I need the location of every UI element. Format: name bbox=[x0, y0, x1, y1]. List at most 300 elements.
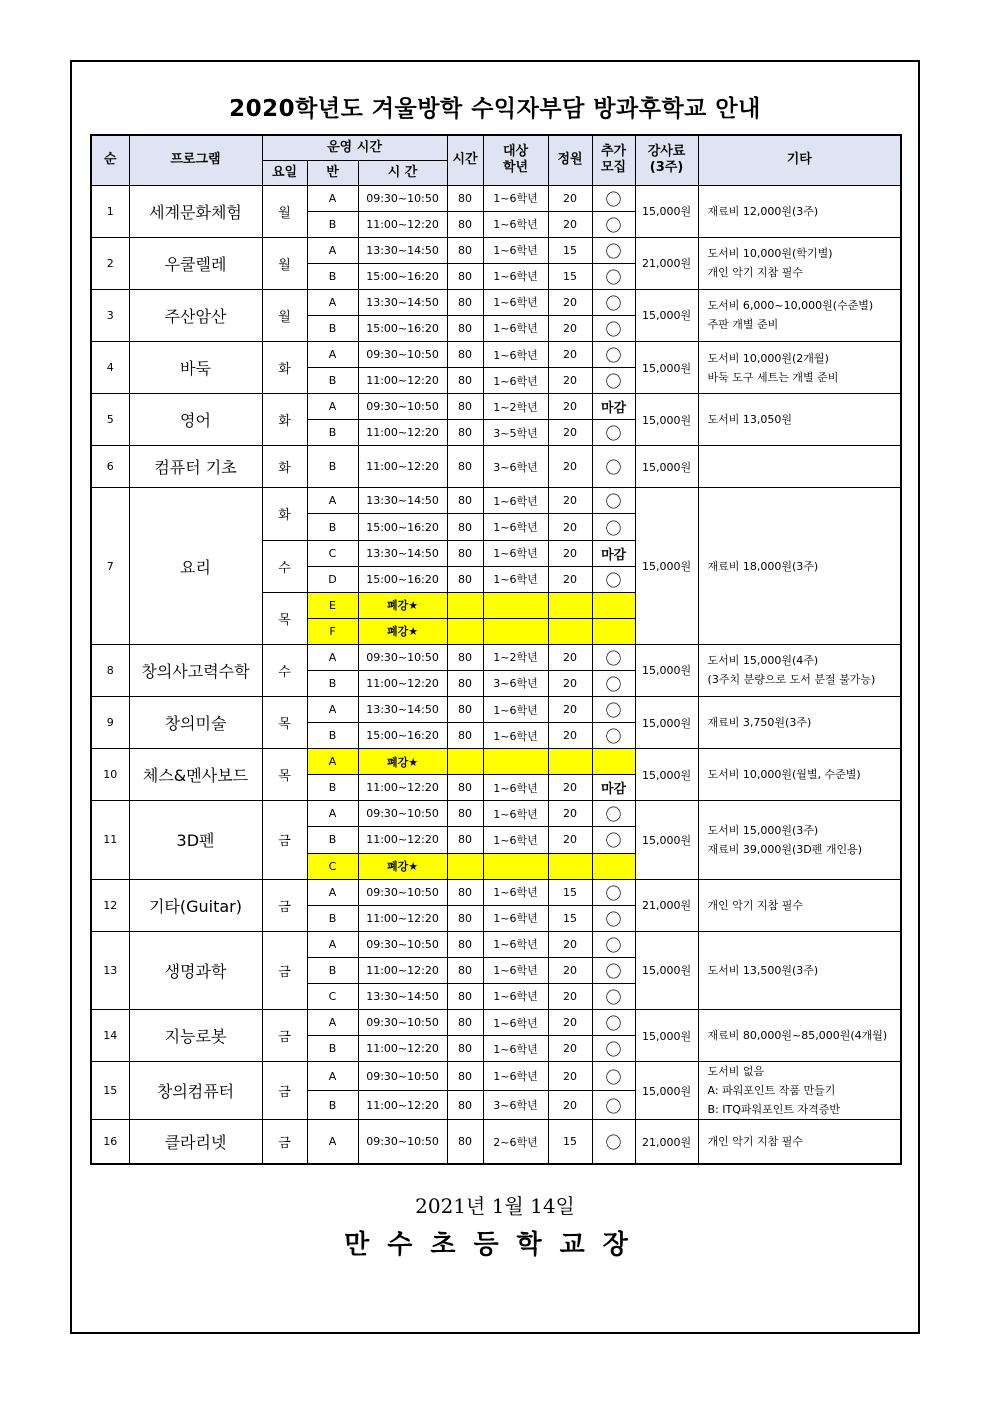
capacity: 20 bbox=[548, 488, 592, 514]
day-of-week: 목 bbox=[262, 592, 307, 644]
table-row bbox=[91, 749, 901, 775]
program-note: 재료비 3,750원(3주) bbox=[698, 697, 901, 749]
class-minutes: 80 bbox=[447, 1062, 483, 1091]
capacity: 20 bbox=[548, 775, 592, 801]
target-grade: 1~6학년 bbox=[483, 540, 548, 566]
day-of-week: 월 bbox=[262, 185, 307, 237]
program-number: 5 bbox=[91, 394, 129, 446]
capacity: 20 bbox=[548, 185, 592, 211]
day-of-week: 화 bbox=[262, 446, 307, 488]
program-number: 10 bbox=[91, 749, 129, 801]
capacity: 20 bbox=[548, 514, 592, 540]
class-minutes: 80 bbox=[447, 289, 483, 315]
extra-recruit-status: 〇 bbox=[592, 931, 635, 957]
program-note: 도서비 없음 A: 파워포인트 작품 만들기 B: ITQ파워포인트 자격증반 bbox=[698, 1062, 901, 1120]
class-label: A bbox=[307, 1062, 358, 1091]
class-time: 09:30~10:50 bbox=[358, 394, 447, 420]
program-note: 도서비 10,000원(월별, 수준별) bbox=[698, 749, 901, 801]
class-time: 13:30~14:50 bbox=[358, 488, 447, 514]
extra-recruit-status: 〇 bbox=[592, 1120, 635, 1164]
class-time: 09:30~10:50 bbox=[358, 879, 447, 905]
capacity: 20 bbox=[548, 723, 592, 749]
capacity: 20 bbox=[548, 341, 592, 367]
principal-signature: 만수초등학교장 bbox=[344, 1230, 646, 1260]
class-minutes: 80 bbox=[447, 879, 483, 905]
class-time: 09:30~10:50 bbox=[358, 931, 447, 957]
target-grade: 1~6학년 bbox=[483, 879, 548, 905]
table-header bbox=[91, 135, 901, 185]
header-minutes: 시간 bbox=[447, 135, 483, 185]
class-minutes: 80 bbox=[447, 237, 483, 263]
class-minutes bbox=[447, 749, 483, 775]
extra-recruit-status: 〇 bbox=[592, 315, 635, 341]
extra-recruit-status: 〇 bbox=[592, 488, 635, 514]
program-number: 15 bbox=[91, 1062, 129, 1120]
capacity: 20 bbox=[548, 801, 592, 827]
class-time: 11:00~12:20 bbox=[358, 446, 447, 488]
table-row bbox=[91, 644, 901, 670]
program-name: 요리 bbox=[129, 488, 262, 644]
class-label: B bbox=[307, 1091, 358, 1120]
target-grade: 1~6학년 bbox=[483, 1036, 548, 1062]
instructor-fee: 15,000원 bbox=[635, 341, 698, 393]
class-time: 13:30~14:50 bbox=[358, 540, 447, 566]
class-label: B bbox=[307, 723, 358, 749]
class-minutes: 80 bbox=[447, 1120, 483, 1164]
capacity: 20 bbox=[548, 1036, 592, 1062]
capacity bbox=[548, 853, 592, 879]
program-number: 7 bbox=[91, 488, 129, 644]
day-of-week: 금 bbox=[262, 879, 307, 931]
day-of-week: 월 bbox=[262, 289, 307, 341]
program-name: 바둑 bbox=[129, 341, 262, 393]
class-time: 11:00~12:20 bbox=[358, 670, 447, 696]
program-name: 영어 bbox=[129, 394, 262, 446]
header-note: 기타 bbox=[698, 135, 901, 185]
target-grade: 1~6학년 bbox=[483, 1009, 548, 1035]
extra-recruit-status: 〇 bbox=[592, 263, 635, 289]
program-name: 주산암산 bbox=[129, 289, 262, 341]
capacity: 20 bbox=[548, 931, 592, 957]
instructor-fee: 15,000원 bbox=[635, 931, 698, 1009]
program-number: 12 bbox=[91, 879, 129, 931]
class-time: 11:00~12:20 bbox=[358, 905, 447, 931]
class-minutes: 80 bbox=[447, 263, 483, 289]
class-minutes: 80 bbox=[447, 185, 483, 211]
program-name: 컴퓨터 기초 bbox=[129, 446, 262, 488]
class-minutes: 80 bbox=[447, 514, 483, 540]
class-minutes bbox=[447, 592, 483, 618]
program-name: 기타(Guitar) bbox=[129, 879, 262, 931]
table-row bbox=[91, 394, 901, 420]
class-label: A bbox=[307, 931, 358, 957]
instructor-fee: 15,000원 bbox=[635, 488, 698, 644]
capacity: 20 bbox=[548, 420, 592, 446]
target-grade: 1~6학년 bbox=[483, 488, 548, 514]
extra-recruit-status: 〇 bbox=[592, 957, 635, 983]
program-number: 16 bbox=[91, 1120, 129, 1164]
target-grade: 1~6학년 bbox=[483, 801, 548, 827]
class-label: B bbox=[307, 315, 358, 341]
program-note: 도서비 10,000원(학기별) 개인 악기 지참 필수 bbox=[698, 237, 901, 289]
class-minutes: 80 bbox=[447, 905, 483, 931]
target-grade: 1~6학년 bbox=[483, 931, 548, 957]
program-number: 6 bbox=[91, 446, 129, 488]
class-time: 11:00~12:20 bbox=[358, 957, 447, 983]
class-minutes: 80 bbox=[447, 957, 483, 983]
extra-recruit-status: 〇 bbox=[592, 368, 635, 394]
capacity: 20 bbox=[548, 540, 592, 566]
day-of-week: 금 bbox=[262, 1062, 307, 1120]
program-note: 도서비 6,000~10,000원(수준별) 주판 개별 준비 bbox=[698, 289, 901, 341]
extra-recruit-status: 〇 bbox=[592, 879, 635, 905]
target-grade: 1~6학년 bbox=[483, 775, 548, 801]
class-minutes: 80 bbox=[447, 341, 483, 367]
program-note bbox=[698, 446, 901, 488]
class-time: 09:30~10:50 bbox=[358, 185, 447, 211]
target-grade: 1~6학년 bbox=[483, 289, 548, 315]
capacity: 20 bbox=[548, 983, 592, 1009]
table-row bbox=[91, 488, 901, 514]
extra-recruit-status: 〇 bbox=[592, 420, 635, 446]
target-grade: 3~6학년 bbox=[483, 670, 548, 696]
table-row bbox=[91, 1062, 901, 1091]
target-grade: 1~6학년 bbox=[483, 983, 548, 1009]
class-label: F bbox=[307, 618, 358, 644]
target-grade bbox=[483, 749, 548, 775]
class-time: 09:30~10:50 bbox=[358, 1120, 447, 1164]
table-row bbox=[91, 341, 901, 367]
class-time: 11:00~12:20 bbox=[358, 827, 447, 853]
class-label: A bbox=[307, 801, 358, 827]
class-label: A bbox=[307, 394, 358, 420]
capacity: 15 bbox=[548, 237, 592, 263]
class-label: B bbox=[307, 446, 358, 488]
program-note: 개인 악기 지참 필수 bbox=[698, 879, 901, 931]
class-time: 09:30~10:50 bbox=[358, 1009, 447, 1035]
class-time: 15:00~16:20 bbox=[358, 723, 447, 749]
class-minutes: 80 bbox=[447, 1009, 483, 1035]
class-time: 13:30~14:50 bbox=[358, 983, 447, 1009]
day-of-week: 월 bbox=[262, 237, 307, 289]
program-number: 11 bbox=[91, 801, 129, 879]
class-minutes: 80 bbox=[447, 775, 483, 801]
header-day: 요일 bbox=[262, 160, 307, 185]
program-note: 재료비 80,000원~85,000원(4개월) bbox=[698, 1009, 901, 1061]
announcement-date: 2021년 1월 14일 bbox=[415, 1194, 575, 1218]
program-note: 도서비 13,050원 bbox=[698, 394, 901, 446]
table-row bbox=[91, 879, 901, 905]
program-name: 창의사고력수학 bbox=[129, 644, 262, 696]
class-label: D bbox=[307, 566, 358, 592]
day-of-week: 화 bbox=[262, 488, 307, 540]
class-time: 09:30~10:50 bbox=[358, 341, 447, 367]
capacity: 20 bbox=[548, 394, 592, 420]
document-title: 2020학년도 겨울방학 수익자부담 방과후학교 안내 bbox=[229, 96, 761, 122]
table-row bbox=[91, 446, 901, 488]
extra-recruit-status: 〇 bbox=[592, 185, 635, 211]
class-label: A bbox=[307, 1009, 358, 1035]
day-of-week: 목 bbox=[262, 749, 307, 801]
program-number: 2 bbox=[91, 237, 129, 289]
target-grade: 2~6학년 bbox=[483, 1120, 548, 1164]
extra-recruit-status: 〇 bbox=[592, 341, 635, 367]
target-grade: 1~6학년 bbox=[483, 368, 548, 394]
class-minutes: 80 bbox=[447, 368, 483, 394]
class-label: A bbox=[307, 237, 358, 263]
target-grade: 1~6학년 bbox=[483, 185, 548, 211]
instructor-fee: 15,000원 bbox=[635, 394, 698, 446]
extra-recruit-status: 〇 bbox=[592, 237, 635, 263]
extra-recruit-status: 〇 bbox=[592, 514, 635, 540]
instructor-fee: 15,000원 bbox=[635, 801, 698, 879]
class-label: A bbox=[307, 341, 358, 367]
class-time: 폐강★ bbox=[358, 749, 447, 775]
capacity: 15 bbox=[548, 263, 592, 289]
extra-recruit-status: 〇 bbox=[592, 1009, 635, 1035]
target-grade: 1~6학년 bbox=[483, 566, 548, 592]
instructor-fee: 15,000원 bbox=[635, 697, 698, 749]
class-label: A bbox=[307, 879, 358, 905]
day-of-week: 수 bbox=[262, 540, 307, 592]
extra-recruit-status: 〇 bbox=[592, 566, 635, 592]
header-no: 순 bbox=[91, 135, 129, 185]
capacity: 20 bbox=[548, 1009, 592, 1035]
class-time: 11:00~12:20 bbox=[358, 1036, 447, 1062]
capacity: 20 bbox=[548, 697, 592, 723]
header-extra-line2: 모집 bbox=[600, 160, 627, 176]
target-grade: 1~6학년 bbox=[483, 263, 548, 289]
header-target-line1: 대상 bbox=[502, 144, 529, 160]
extra-recruit-status: 〇 bbox=[592, 1062, 635, 1091]
class-minutes: 80 bbox=[447, 566, 483, 592]
program-name: 클라리넷 bbox=[129, 1120, 262, 1164]
header-time: 시 간 bbox=[358, 160, 447, 185]
class-time: 13:30~14:50 bbox=[358, 697, 447, 723]
program-number: 4 bbox=[91, 341, 129, 393]
header-target-line2: 학년 bbox=[502, 160, 529, 176]
table-row bbox=[91, 931, 901, 957]
target-grade: 3~6학년 bbox=[483, 446, 548, 488]
extra-recruit-status: 〇 bbox=[592, 983, 635, 1009]
extra-recruit-status: 〇 bbox=[592, 697, 635, 723]
program-number: 13 bbox=[91, 931, 129, 1009]
target-grade: 1~6학년 bbox=[483, 957, 548, 983]
class-minutes: 80 bbox=[447, 315, 483, 341]
instructor-fee: 15,000원 bbox=[635, 1062, 698, 1120]
class-minutes: 80 bbox=[447, 801, 483, 827]
extra-recruit-status: 〇 bbox=[592, 644, 635, 670]
instructor-fee: 15,000원 bbox=[635, 289, 698, 341]
capacity: 20 bbox=[548, 644, 592, 670]
program-name: 창의미술 bbox=[129, 697, 262, 749]
header-class: 반 bbox=[307, 160, 358, 185]
extra-recruit-status: 마감 bbox=[592, 394, 635, 420]
day-of-week: 금 bbox=[262, 801, 307, 879]
target-grade: 1~6학년 bbox=[483, 514, 548, 540]
table-row bbox=[91, 801, 901, 827]
class-time: 폐강★ bbox=[358, 592, 447, 618]
capacity: 20 bbox=[548, 957, 592, 983]
instructor-fee: 15,000원 bbox=[635, 446, 698, 488]
class-minutes: 80 bbox=[447, 540, 483, 566]
class-minutes: 80 bbox=[447, 420, 483, 446]
program-note: 도서비 10,000원(2개월) 바둑 도구 세트는 개별 준비 bbox=[698, 341, 901, 393]
capacity: 15 bbox=[548, 905, 592, 931]
class-label: B bbox=[307, 211, 358, 237]
class-time: 09:30~10:50 bbox=[358, 644, 447, 670]
program-name: 지능로봇 bbox=[129, 1009, 262, 1061]
extra-recruit-status: 〇 bbox=[592, 211, 635, 237]
program-number: 1 bbox=[91, 185, 129, 237]
class-label: B bbox=[307, 1036, 358, 1062]
table-row bbox=[91, 1009, 901, 1035]
class-label: A bbox=[307, 289, 358, 315]
day-of-week: 금 bbox=[262, 1009, 307, 1061]
capacity: 20 bbox=[548, 289, 592, 315]
header-extra-recruit bbox=[592, 135, 635, 185]
program-schedule-table bbox=[90, 134, 902, 1165]
extra-recruit-status: 〇 bbox=[592, 801, 635, 827]
capacity bbox=[548, 749, 592, 775]
instructor-fee: 21,000원 bbox=[635, 237, 698, 289]
target-grade: 3~6학년 bbox=[483, 1091, 548, 1120]
program-note: 재료비 18,000원(3주) bbox=[698, 488, 901, 644]
instructor-fee: 15,000원 bbox=[635, 749, 698, 801]
program-note: 개인 악기 지참 필수 bbox=[698, 1120, 901, 1164]
capacity: 20 bbox=[548, 827, 592, 853]
class-time: 폐강★ bbox=[358, 618, 447, 644]
class-label: C bbox=[307, 983, 358, 1009]
program-name: 생명과학 bbox=[129, 931, 262, 1009]
table-row bbox=[91, 237, 901, 263]
extra-recruit-status: 〇 bbox=[592, 905, 635, 931]
day-of-week: 수 bbox=[262, 644, 307, 696]
target-grade: 1~6학년 bbox=[483, 211, 548, 237]
program-number: 3 bbox=[91, 289, 129, 341]
extra-recruit-status: 〇 bbox=[592, 670, 635, 696]
class-label: E bbox=[307, 592, 358, 618]
class-label: B bbox=[307, 670, 358, 696]
program-note: 도서비 15,000원(3주) 재료비 39,000원(3D펜 개인용) bbox=[698, 801, 901, 879]
class-minutes: 80 bbox=[447, 827, 483, 853]
instructor-fee: 21,000원 bbox=[635, 879, 698, 931]
extra-recruit-status bbox=[592, 749, 635, 775]
capacity: 20 bbox=[548, 211, 592, 237]
target-grade: 1~2학년 bbox=[483, 644, 548, 670]
class-time: 13:30~14:50 bbox=[358, 289, 447, 315]
capacity: 20 bbox=[548, 1091, 592, 1120]
class-time: 11:00~12:20 bbox=[358, 1091, 447, 1120]
class-time: 09:30~10:50 bbox=[358, 1062, 447, 1091]
capacity: 15 bbox=[548, 879, 592, 905]
class-minutes: 80 bbox=[447, 1091, 483, 1120]
class-time: 13:30~14:50 bbox=[358, 237, 447, 263]
program-name: 세계문화체험 bbox=[129, 185, 262, 237]
program-note: 도서비 13,500원(3주) bbox=[698, 931, 901, 1009]
program-name: 우쿨렐레 bbox=[129, 237, 262, 289]
extra-recruit-status: 〇 bbox=[592, 827, 635, 853]
target-grade: 1~6학년 bbox=[483, 827, 548, 853]
target-grade: 1~6학년 bbox=[483, 315, 548, 341]
class-minutes bbox=[447, 853, 483, 879]
program-name: 3D펜 bbox=[129, 801, 262, 879]
class-minutes: 80 bbox=[447, 1036, 483, 1062]
target-grade: 3~5학년 bbox=[483, 420, 548, 446]
class-label: B bbox=[307, 263, 358, 289]
class-label: A bbox=[307, 1120, 358, 1164]
header-target-grade bbox=[483, 135, 548, 185]
table-row bbox=[91, 1120, 901, 1164]
day-of-week: 목 bbox=[262, 697, 307, 749]
program-number: 14 bbox=[91, 1009, 129, 1061]
instructor-fee: 15,000원 bbox=[635, 644, 698, 696]
extra-recruit-status: 〇 bbox=[592, 1091, 635, 1120]
capacity: 20 bbox=[548, 446, 592, 488]
day-of-week: 화 bbox=[262, 394, 307, 446]
table-row bbox=[91, 185, 901, 211]
class-time: 15:00~16:20 bbox=[358, 566, 447, 592]
class-label: A bbox=[307, 644, 358, 670]
extra-recruit-status bbox=[592, 853, 635, 879]
class-minutes: 80 bbox=[447, 394, 483, 420]
class-minutes: 80 bbox=[447, 697, 483, 723]
target-grade bbox=[483, 592, 548, 618]
header-operating-time: 운영 시간 bbox=[262, 135, 447, 160]
header-fee-line2: (3주) bbox=[649, 160, 684, 176]
class-time: 11:00~12:20 bbox=[358, 775, 447, 801]
target-grade: 1~6학년 bbox=[483, 1062, 548, 1091]
target-grade: 1~6학년 bbox=[483, 723, 548, 749]
capacity: 20 bbox=[548, 1062, 592, 1091]
capacity bbox=[548, 618, 592, 644]
class-minutes: 80 bbox=[447, 446, 483, 488]
class-time: 15:00~16:20 bbox=[358, 263, 447, 289]
target-grade: 1~6학년 bbox=[483, 697, 548, 723]
extra-recruit-status: 〇 bbox=[592, 1036, 635, 1062]
class-label: B bbox=[307, 905, 358, 931]
capacity: 15 bbox=[548, 1120, 592, 1164]
program-name: 창의컴퓨터 bbox=[129, 1062, 262, 1120]
instructor-fee: 21,000원 bbox=[635, 1120, 698, 1164]
extra-recruit-status bbox=[592, 618, 635, 644]
class-label: A bbox=[307, 488, 358, 514]
program-note: 재료비 12,000원(3주) bbox=[698, 185, 901, 237]
class-minutes: 80 bbox=[447, 488, 483, 514]
class-minutes: 80 bbox=[447, 644, 483, 670]
class-minutes: 80 bbox=[447, 723, 483, 749]
class-label: A bbox=[307, 749, 358, 775]
capacity: 20 bbox=[548, 670, 592, 696]
class-time: 15:00~16:20 bbox=[358, 315, 447, 341]
extra-recruit-status: 〇 bbox=[592, 289, 635, 315]
target-grade: 1~6학년 bbox=[483, 341, 548, 367]
class-label: B bbox=[307, 368, 358, 394]
class-label: A bbox=[307, 185, 358, 211]
header-capacity: 정원 bbox=[548, 135, 592, 185]
class-time: 15:00~16:20 bbox=[358, 514, 447, 540]
class-time: 폐강★ bbox=[358, 853, 447, 879]
class-label: B bbox=[307, 827, 358, 853]
instructor-fee: 15,000원 bbox=[635, 185, 698, 237]
day-of-week: 금 bbox=[262, 1120, 307, 1164]
class-time: 11:00~12:20 bbox=[358, 211, 447, 237]
header-program: 프로그램 bbox=[129, 135, 262, 185]
table-body bbox=[91, 185, 901, 1164]
header-extra-line1: 추가 bbox=[600, 144, 627, 160]
table-row bbox=[91, 697, 901, 723]
class-minutes bbox=[447, 618, 483, 644]
